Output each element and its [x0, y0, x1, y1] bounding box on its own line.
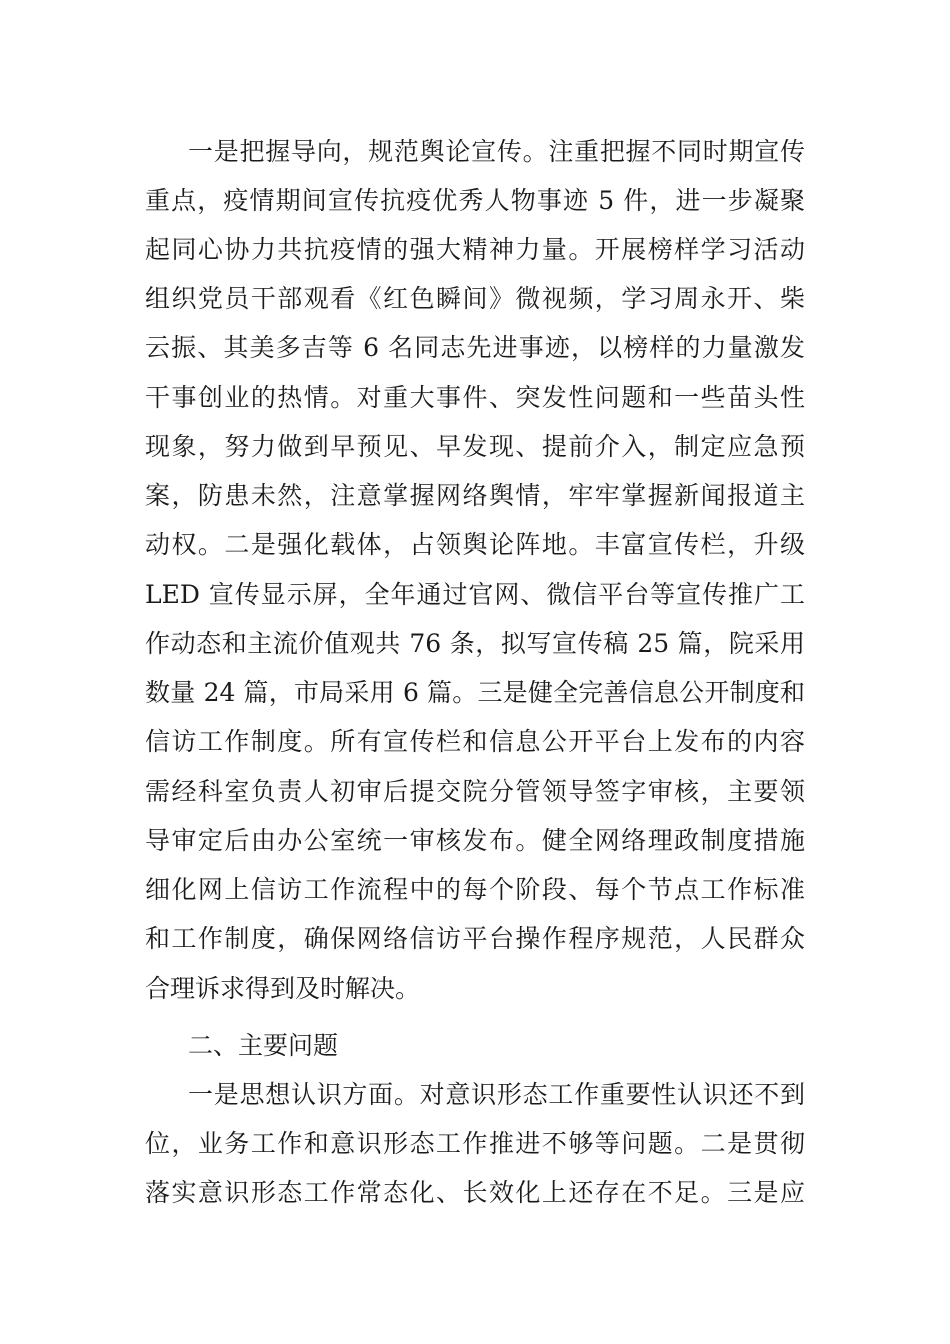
paragraph-line: [0, 422, 950, 472]
line-text: 和工作制度，确保网络信访平台操作程序规范，人民群众: [145, 924, 805, 953]
line-text: 组织党员干部观看《红色瞬间》微视频，学习周永开、柴: [145, 284, 805, 313]
paragraph-line: [0, 668, 950, 718]
paragraph-line: [0, 127, 950, 177]
paragraph-line: [0, 914, 950, 964]
line-text: 现象，努力做到早预见、早发现、提前介入，制定应急预: [145, 432, 805, 461]
paragraph-line: [0, 471, 950, 521]
line-text: 云振、其美多吉等 6 名同志先进事迹，以榜样的力量激发: [145, 333, 805, 362]
line-text: 数量 24 篇，市局采用 6 篇。三是健全完善信息公开制度和: [145, 678, 805, 707]
line-text: 起同心协力共抗疫情的强大精神力量。开展榜样学习活动: [145, 235, 805, 264]
line-text: 信访工作制度。所有宣传栏和信息公开平台上发布的内容: [145, 727, 805, 756]
line-text: 案，防患未然，注意掌握网络舆情，牢牢掌握新闻报道主: [145, 481, 805, 510]
section-heading: [0, 1021, 950, 1071]
paragraph-line: [0, 323, 950, 373]
paragraph-line: [0, 373, 950, 423]
paragraph-line: [0, 717, 950, 767]
paragraph-line: [0, 964, 950, 1014]
paragraph-line: [0, 816, 950, 866]
line-text: 一是思想认识方面。对意识形态工作重要性认识还不到: [188, 1080, 805, 1109]
line-text: 细化网上信访工作流程中的每个阶段、每个节点工作标准: [145, 875, 805, 904]
line-text: 位，业务工作和意识形态工作推进不够等问题。二是贯彻: [145, 1129, 805, 1158]
line-text: 动权。二是强化载体，占领舆论阵地。丰富宣传栏，升级: [145, 530, 805, 559]
paragraph-line: [0, 767, 950, 817]
paragraph-line: [0, 176, 950, 226]
line-text: 作动态和主流价值观共 76 条，拟写宣传稿 25 篇，院采用: [145, 629, 805, 658]
paragraph-line: [0, 865, 950, 915]
line-text: 重点，疫情期间宣传抗疫优秀人物事迹 5 件，进一步凝聚: [145, 186, 805, 215]
heading-text: 二、主要问题: [188, 1031, 339, 1060]
paragraph-line: [0, 619, 950, 669]
paragraph-line: [0, 1168, 950, 1218]
line-text: 需经科室负责人初审后提交院分管领导签字审核，主要领: [145, 777, 805, 806]
paragraph-line: [0, 520, 950, 570]
line-text: 落实意识形态工作常态化、长效化上还存在不足。三是应: [145, 1178, 805, 1207]
line-text: 合理诉求得到及时解决。: [145, 974, 421, 1003]
paragraph-line: [0, 274, 950, 324]
line-text: 干事创业的热情。对重大事件、突发性问题和一些苗头性: [145, 383, 805, 412]
paragraph-line: [0, 225, 950, 275]
line-text: 一是把握导向，规范舆论宣传。注重把握不同时期宣传: [188, 137, 805, 166]
paragraph-line: [0, 1119, 950, 1169]
line-text: LED 宣传显示屏，全年通过官网、微信平台等宣传推广工: [145, 580, 805, 609]
paragraph-line: [0, 570, 950, 620]
paragraph-line: [0, 1070, 950, 1120]
line-text: 导审定后由办公室统一审核发布。健全网络理政制度措施: [145, 826, 805, 855]
